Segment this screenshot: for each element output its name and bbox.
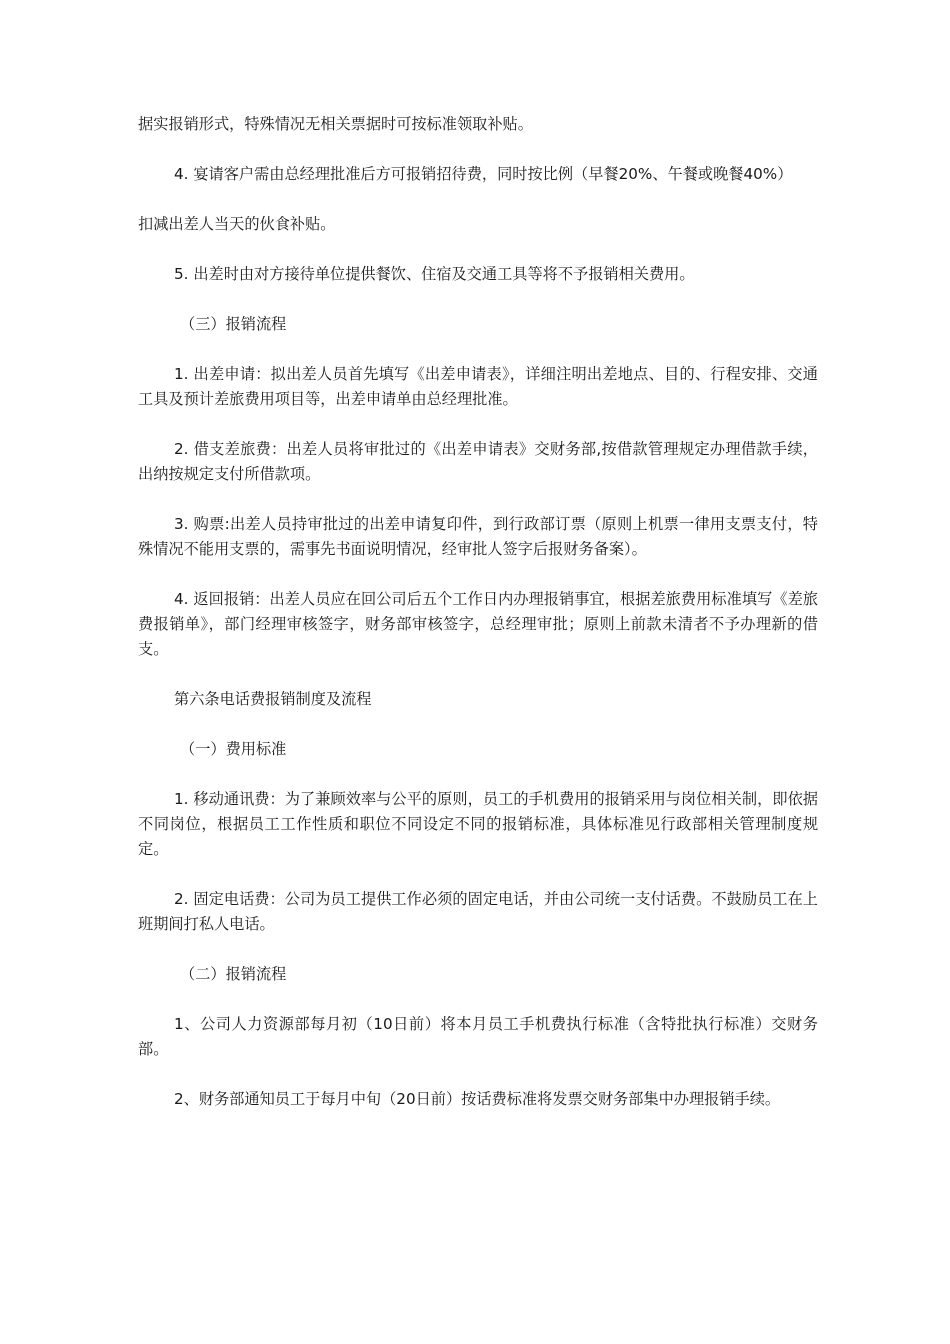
- paragraph-mobile-fee: 1. 移动通讯费：为了兼顾效率与公平的原则，员工的手机费用的报销采用与岗位相关制，即依据不同岗位，根据员工工作性质和职位不同设定不同的报销标准，具体标准见行政部相关管理制度规定。: [138, 790, 818, 858]
- section-heading-phone-process: （二）报销流程: [180, 965, 287, 983]
- paragraph-ticket-purchase: 3. 购票:出差人员持审批过的出差申请复印件，到行政部订票（原则上机票一律用支票支付，特殊情况不能用支票的，需事先书面说明情况，经审批人签字后报财务备案）。: [138, 515, 818, 558]
- paragraph-client-banquet: 4. 宴请客户需由总经理批准后方可报销招待费，同时按比例（早餐20%、午餐或晚餐40%）: [174, 165, 793, 183]
- paragraph-trip-application: 1. 出差申请：拟出差人员首先填写《出差申请表》，详细注明出差地点、目的、行程安排、交通工具及预计差旅费用项目等，出差申请单由总经理批准。: [138, 365, 818, 408]
- paragraph-finance-notice: 2、财务部通知员工于每月中旬（20日前）按话费标准将发票交财务部集中办理报销手续。: [174, 1090, 781, 1108]
- paragraph-host-provided: 5. 出差时由对方接待单位提供餐饮、住宿及交通工具等将不予报销相关费用。: [174, 265, 695, 283]
- section-heading-standard: （一）费用标准: [180, 740, 287, 758]
- document-page: [138, 112, 818, 1112]
- article-heading-phone: 第六条电话费报销制度及流程: [174, 690, 372, 708]
- paragraph-meal-deduction: 扣减出差人当天的伙食补贴。: [138, 215, 336, 233]
- paragraph-return-reimbursement: 4. 返回报销：出差人员应在回公司后五个工作日内办理报销事宜，根据差旅费用标准填写《差旅费报销单》，部门经理审核签字，财务部审核签字，总经理审批；原则上前款未清者不予办理新的借支。: [138, 590, 818, 658]
- paragraph-reimbursement-form: 据实报销形式，特殊情况无相关票据时可按标准领取补贴。: [138, 115, 533, 133]
- paragraph-travel-advance: 2. 借支差旅费：出差人员将审批过的《出差申请表》交财务部,按借款管理规定办理借款手续，出纳按规定支付所借款项。: [138, 440, 818, 483]
- paragraph-hr-standard: 1、公司人力资源部每月初（10日前）将本月员工手机费执行标准（含特批执行标准）交财务部。: [138, 1015, 818, 1058]
- section-heading-process: （三）报销流程: [180, 315, 287, 333]
- paragraph-landline-fee: 2. 固定电话费：公司为员工提供工作必须的固定电话，并由公司统一支付话费。不鼓励员工在上班期间打私人电话。: [138, 890, 818, 933]
